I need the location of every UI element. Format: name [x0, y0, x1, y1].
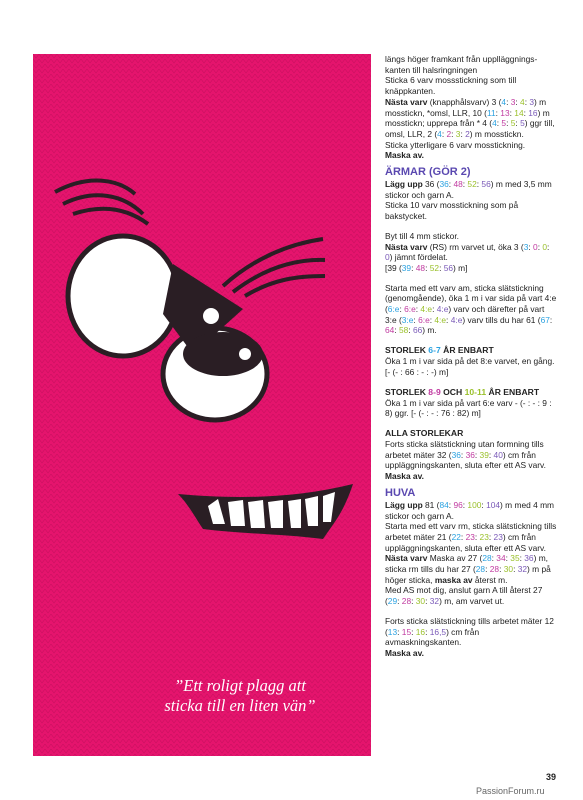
instruction-paragraph: Forts sticka slätstickning tills arbetet mäter 12 (13: 15: 16: 16,5) cm från avmaskningskanten. — [385, 615, 554, 648]
page-number: 39 — [546, 772, 557, 782]
pull-quote — [129, 676, 351, 716]
left-pupil-highlight — [203, 308, 219, 324]
sweater-photo — [33, 54, 371, 756]
instruction-paragraph: Nästa varv (knapphålsvarv) 3 (4: 3: 4: 3) m mosstickn, *omsl, LLR, 10 (11: 13: 14: 16) m mosstickn; upprepa från * 4 (4: 5: 5: 5) ggr till, omsl, LLR, 2 (4: 2: 3: 2) m mosstickn. — [385, 96, 555, 139]
instruction-paragraph: Med AS mot dig, anslut garn A till återst 27 (29: 28: 30: 32) m, am varvet ut. — [385, 585, 543, 607]
instruction-paragraph: Öka 1 m i var sida på vart 6:e varv - (- : - : 9 : 8) ggr. [- (- : - : 76 : 82) m] — [385, 397, 552, 419]
left-eye-white — [68, 236, 178, 356]
instruction-paragraph: Nästa varv Maska av 27 (28: 34: 35: 36) m, sticka rm tills du har 27 (28: 28: 30: 32) m på höger sticka, maska av återst m. — [385, 553, 551, 585]
subheading-all-sizes: ALLA STORLEKAR — [385, 427, 464, 438]
subheading-size-8-9-10-11: STORLEK 8-9 OCH 10-11 ÅR ENBART — [385, 386, 540, 397]
instruction-paragraph: Sticka 10 varv mosstickning som på bakstycket. — [385, 200, 519, 222]
instruction-paragraph: [39 (39: 48: 52: 56) m] — [385, 262, 468, 273]
instruction-paragraph: Sticka 6 varv mossstickning som till knäppkanten. — [385, 75, 517, 97]
instruction-paragraph: Öka 1 m i var sida på det 8:e varvet, en gång. [- (- : 66 : - : -) m] — [385, 356, 555, 377]
subheading-size-6-7: STORLEK 6-7 ÅR ENBART — [385, 345, 494, 356]
instruction-paragraph: Lägg upp 36 (36: 48: 52: 56) m med 3,5 mm stickor och garn A. — [385, 179, 552, 200]
monster-face-illustration — [33, 54, 371, 756]
pull-quote-line-1: ”Ett roligt plagg att — [174, 676, 306, 695]
instruction-paragraph: Byt till 4 mm stickor. — [385, 230, 459, 241]
section-heading-armar: ÄRMAR (GÖR 2) — [385, 166, 471, 179]
instruction-paragraph: Sticka ytterligare 6 varv mosstickning. — [385, 139, 526, 150]
instruction-paragraph: Forts sticka slätstickning utan formning tills arbetet mäter 32 (36: 36: 39: 40) cm från uppläggningskanten, sluta efter ett AS varv. — [385, 438, 546, 471]
watermark: PassionForum.ru — [476, 786, 545, 796]
section-heading-huva: HUVA — [385, 486, 416, 499]
instruction-paragraph: Maska av. — [385, 150, 424, 161]
instruction-paragraph: Lägg upp 81 (84: 96: 100: 104) m med 4 mm stickor och garn A. — [385, 499, 555, 521]
pattern-instructions-column — [385, 54, 557, 659]
instruction-paragraph: Starta med ett varv am, sticka slätstickning (genomgående), öka 1 m i var sida på vart 4:e (6:e: 6:e: 4:e: 4:e) varv och därefter på vart 3:e (3:e: 6:e: 4:e: 4:e) varv tills du har 61 (67: 64: 58: 66) m. — [385, 282, 557, 336]
instruction-paragraph: Nästa varv (RS) rm varvet ut, öka 3 (3: 0: 0: 0) jämnt fördelat. — [385, 241, 550, 263]
instruction-paragraph: Maska av. — [385, 647, 424, 658]
pull-quote-line-2: sticka till en liten vän” — [164, 696, 316, 715]
instruction-paragraph: längs höger framkant från upplläggnings-kanten till halsringningen — [385, 54, 538, 75]
instruction-paragraph: Maska av. — [385, 471, 424, 482]
right-pupil-highlight — [239, 348, 251, 360]
instruction-paragraph: Starta med ett varv rm, sticka slätstickning tills arbetet mäter 21 (22: 23: 23: 23) cm från uppläggningskanten, sluta efter ett AS varv. — [385, 521, 557, 553]
